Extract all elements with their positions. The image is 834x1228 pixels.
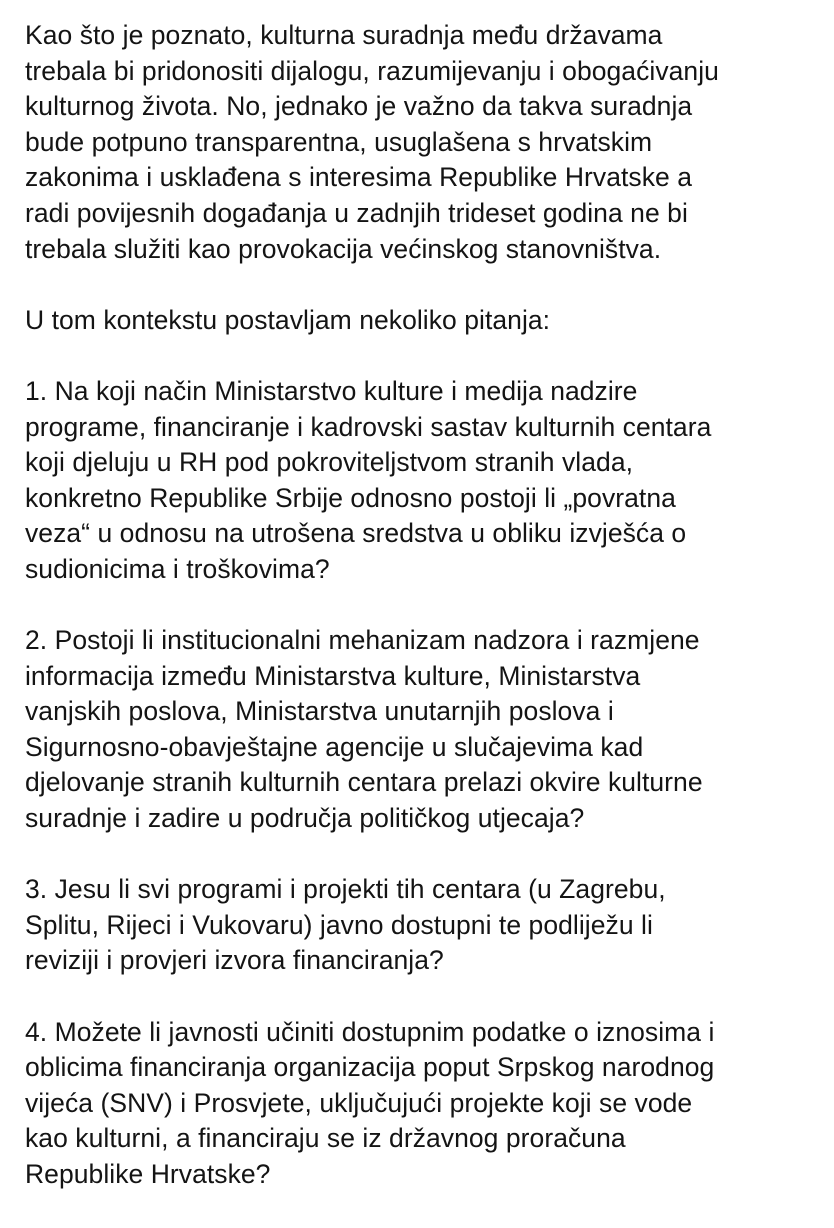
- text-line: sudionicima i troškovima?: [25, 553, 330, 584]
- text-line: programe, financiranje i kadrovski sastav kulturnih centara: [25, 411, 712, 442]
- question-1-paragraph: [25, 374, 825, 588]
- text-line: Splitu, Rijeci i Vukovaru) javno dostupni te podliježu li: [25, 909, 653, 940]
- question-3-paragraph: [25, 872, 825, 979]
- document-body: [25, 18, 825, 1228]
- text-line: bude potpuno transparentna, usuglašena s hrvatskim: [25, 126, 653, 157]
- text-line: djelovanje stranih kulturnih centara prelazi okvire kulturne: [25, 767, 703, 798]
- text-line: veza“ u odnosu na utrošena sredstva u obliku izvješća o: [25, 518, 687, 549]
- text-line: Kao što je poznato, kulturna suradnja među državama: [25, 20, 663, 50]
- text-line: 2. Postoji li institucionalni mehanizam nadzora i razmjene: [25, 625, 700, 656]
- text-line: koji djeluju u RH pod pokroviteljstvom stranih vlada,: [25, 447, 634, 478]
- text-line: Sigurnosno-obavještajne agencije u slučajevima kad: [25, 731, 644, 762]
- text-line: trebala služiti kao provokacija većinskog stanovništva.: [25, 233, 662, 264]
- text-line: 1. Na koji način Ministarstvo kulture i medija nadzire: [25, 375, 638, 406]
- text-line: konkretno Republike Srbije odnosno postoji li „povratna: [25, 482, 676, 513]
- text-line: Republike Hrvatske?: [25, 1159, 271, 1189]
- text-line: 4. Možete li javnosti učiniti dostupnim podatke o iznosima i: [25, 1016, 715, 1047]
- text-line: informacija između Ministarstva kulture, Ministarstva: [25, 660, 641, 691]
- intro-paragraph: [25, 18, 825, 267]
- text-line: zakonima i usklađena s interesima Republike Hrvatske a: [25, 162, 692, 193]
- question-4-paragraph: [25, 1015, 825, 1193]
- context-paragraph: [25, 303, 825, 339]
- text-line: vijeća (SNV) i Prosvjete, uključujući projekte koji se vode: [25, 1087, 693, 1118]
- text-line: 3. Jesu li svi programi i projekti tih centara (u Zagrebu,: [25, 874, 666, 905]
- text-line: reviziji i provjeri izvora financiranja?: [25, 945, 444, 976]
- text-line: oblicima financiranja organizacija poput Srpskog narodnog: [25, 1052, 715, 1083]
- text-line: kao kulturni, a financiraju se iz državnog proračuna: [25, 1123, 626, 1154]
- text-line: vanjskih poslova, Ministarstva unutarnjih poslova i: [25, 696, 614, 727]
- text-line: kulturnog života. No, jednako je važno da takva suradnja: [25, 91, 693, 122]
- text-line: suradnje i zadire u područja političkog utjecaja?: [25, 803, 585, 834]
- text-line: radi povijesnih događanja u zadnjih trideset godina ne bi: [25, 197, 688, 228]
- text-line: trebala bi pridonositi dijalogu, razumijevanju i obogaćivanju: [25, 55, 719, 86]
- text-line: U tom kontekstu postavljam nekoliko pitanja:: [25, 304, 551, 335]
- question-2-paragraph: [25, 623, 825, 837]
